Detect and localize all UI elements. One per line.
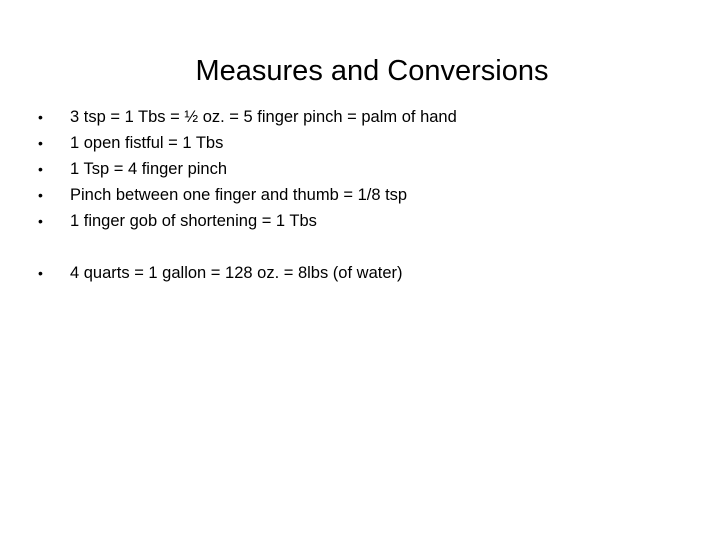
list-item xyxy=(0,260,720,286)
list-item-text: 4 quarts = 1 gallon = 128 oz. = 8lbs (of water) xyxy=(70,264,403,282)
slide-title: Measures and Conversions xyxy=(195,55,549,88)
bullet-icon: • xyxy=(38,187,43,203)
bullet-list xyxy=(0,104,720,286)
bullet-icon: • xyxy=(38,161,43,177)
list-item-text: 1 Tsp = 4 finger pinch xyxy=(70,160,228,178)
list-item-text: 3 tsp = 1 Tbs = ½ oz. = 5 finger pinch = palm of hand xyxy=(70,108,457,126)
list-item xyxy=(0,156,720,182)
list-item-text: 1 finger gob of shortening = 1 Tbs xyxy=(70,212,317,230)
bullet-icon: • xyxy=(38,109,43,125)
list-item xyxy=(0,208,720,234)
bullet-icon: • xyxy=(38,135,43,151)
list-item xyxy=(0,182,720,208)
bullet-icon: • xyxy=(38,213,43,229)
list-item-text: Pinch between one finger and thumb = 1/8 tsp xyxy=(70,186,408,204)
list-item-text: 1 open fistful = 1 Tbs xyxy=(70,134,224,152)
bullet-icon: • xyxy=(38,265,43,281)
list-item xyxy=(0,130,720,156)
list-item xyxy=(0,104,720,130)
